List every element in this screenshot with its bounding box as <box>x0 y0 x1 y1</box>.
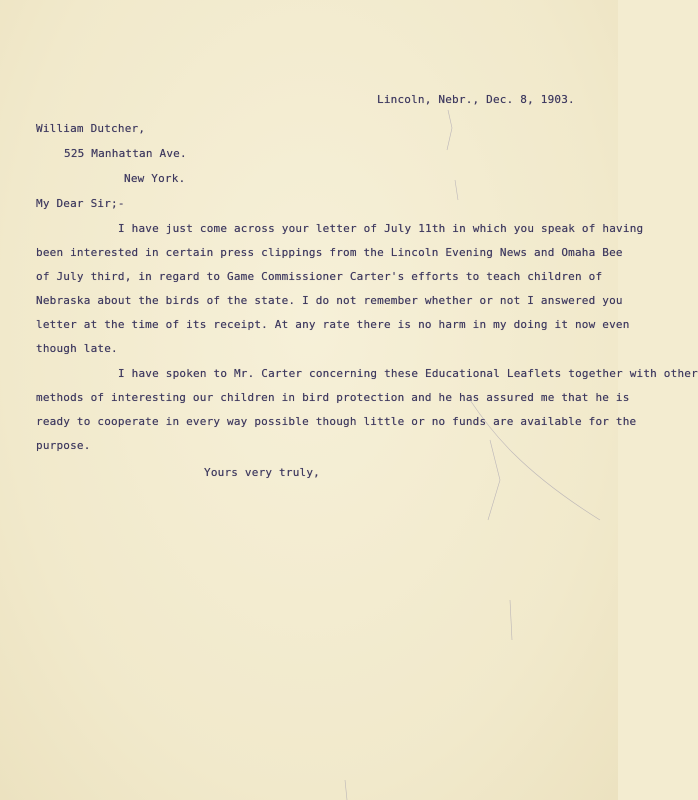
paragraph-1-line-3: of July third, in regard to Game Commissioner Carter's efforts to teach children of <box>36 270 603 283</box>
closing: Yours very truly, <box>204 466 320 479</box>
paragraph-1-line-2: been interested in certain press clippings from the Lincoln Evening News and Omaha Bee <box>36 246 623 259</box>
dateline: Lincoln, Nebr., Dec. 8, 1903. <box>377 93 575 106</box>
paragraph-2-line-3: ready to cooperate in every way possible though little or no funds are available for the <box>36 415 637 428</box>
paragraph-1-line-5: letter at the time of its receipt. At any rate there is no harm in my doing it now even <box>36 318 630 331</box>
paragraph-1-line-6: though late. <box>36 342 118 355</box>
paragraph-2-line-4: purpose. <box>36 439 91 452</box>
addressee-name: William Dutcher, <box>36 122 146 135</box>
paragraph-2-line-2: methods of interesting our children in bird protection and he has assured me that he is <box>36 391 630 404</box>
paragraph-1-line-1: I have just come across your letter of July 11th in which you speak of having <box>118 222 644 235</box>
addressee-street: 525 Manhattan Ave. <box>64 147 187 160</box>
paragraph-2-line-1: I have spoken to Mr. Carter concerning these Educational Leaflets together with other <box>118 367 698 380</box>
salutation: My Dear Sir;- <box>36 197 125 210</box>
addressee-city: New York. <box>124 172 186 185</box>
paragraph-1-line-4: Nebraska about the birds of the state. I do not remember whether or not I answered you <box>36 294 623 307</box>
